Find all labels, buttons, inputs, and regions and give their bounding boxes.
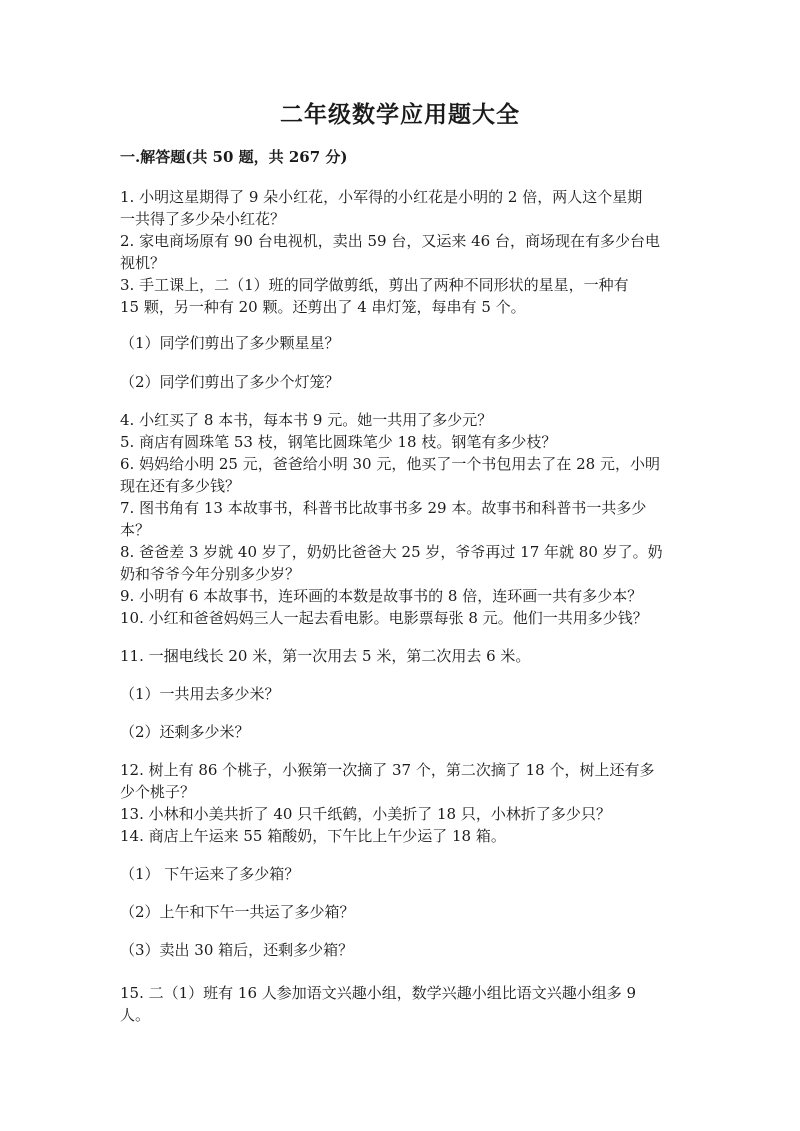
problem-line: 8. 爸爸差 3 岁就 40 岁了，奶奶比爸爸大 25 岁，爷爷再过 17 年就 80 岁了。奶 <box>120 543 663 561</box>
page-title: 二年级数学应用题大全 <box>280 101 520 128</box>
sub-question: （1）一共用去多少米？ <box>120 685 280 703</box>
problem-line: 1. 小明这星期得了 9 朵小红花，小军得的小红花是小明的 2 倍，两人这个星期 <box>120 188 643 206</box>
problem-line: 视机？ <box>120 254 166 272</box>
problem-line: 少个桃子？ <box>120 783 196 801</box>
problem-line: 现在还有多少钱？ <box>120 477 241 495</box>
sub-question: （2）同学们剪出了多少个灯笼？ <box>120 373 340 391</box>
problem-line: 10. 小红和爸爸妈妈三人一起去看电影。电影票每张 8 元。他们一共用多少钱？ <box>120 609 648 627</box>
problem-line: 本？ <box>120 521 151 539</box>
problem-line: 6. 妈妈给小明 25 元，爸爸给小明 30 元，他买了一个书包用去了在 28 元，小明 <box>120 455 660 473</box>
sub-question: （1）同学们剪出了多少颗星星？ <box>120 334 340 352</box>
sub-question: （2）上午和下午一共运了多少箱？ <box>120 903 355 921</box>
problem-line: 奶和爷爷今年分别多少岁？ <box>120 565 301 583</box>
problem-line: 9. 小明有 6 本故事书，连环画的本数是故事书的 8 倍，连环画一共有多少本？ <box>120 587 643 605</box>
sub-question: （1） 下午运来了多少箱？ <box>120 865 300 883</box>
problem-line: 15. 二（1）班有 16 人参加语文兴趣小组，数学兴趣小组比语文兴趣小组多 9 <box>120 984 637 1002</box>
sub-question: （3）卖出 30 箱后，还剩多少箱？ <box>120 941 354 959</box>
sub-question: （2）还剩多少米？ <box>120 723 250 741</box>
problem-line: 3. 手工课上，二（1）班的同学做剪纸，剪出了两种不同形状的星星，一种有 <box>120 276 629 294</box>
problem-line: 5. 商店有圆珠笔 53 枝，钢笔比圆珠笔少 18 枝。钢笔有多少枝？ <box>120 433 557 451</box>
problem-line: 4. 小红买了 8 本书，每本书 9 元。她一共用了多少元？ <box>120 411 493 429</box>
problem-line: 11. 一捆电线长 20 米，第一次用去 5 米，第二次用去 6 米。 <box>120 647 531 665</box>
problem-line: 13. 小林和小美共折了 40 只千纸鹤，小美折了 18 只，小林折了多少只？ <box>120 805 611 823</box>
problem-line: 15 颗，另一种有 20 颗。还剪出了 4 串灯笼，每串有 5 个。 <box>120 298 526 316</box>
problem-line: 7. 图书角有 13 本故事书，科普书比故事书多 29 本。故事书和科普书一共多少 <box>120 499 647 517</box>
problem-line: 人。 <box>120 1006 151 1024</box>
problem-line: 12. 树上有 86 个桃子，小猴第一次摘了 37 个，第二次摘了 18 个，树上还有多 <box>120 761 655 779</box>
problem-line: 一共得了多少朵小红花？ <box>120 210 286 228</box>
problem-line: 2. 家电商场原有 90 台电视机，卖出 59 台，又运来 46 台，商场现在有多少台电 <box>120 232 660 250</box>
problem-line: 14. 商店上午运来 55 箱酸奶，下午比上午少运了 18 箱。 <box>120 827 506 845</box>
section-heading: 一.解答题(共 50 题，共 267 分) <box>120 148 348 166</box>
